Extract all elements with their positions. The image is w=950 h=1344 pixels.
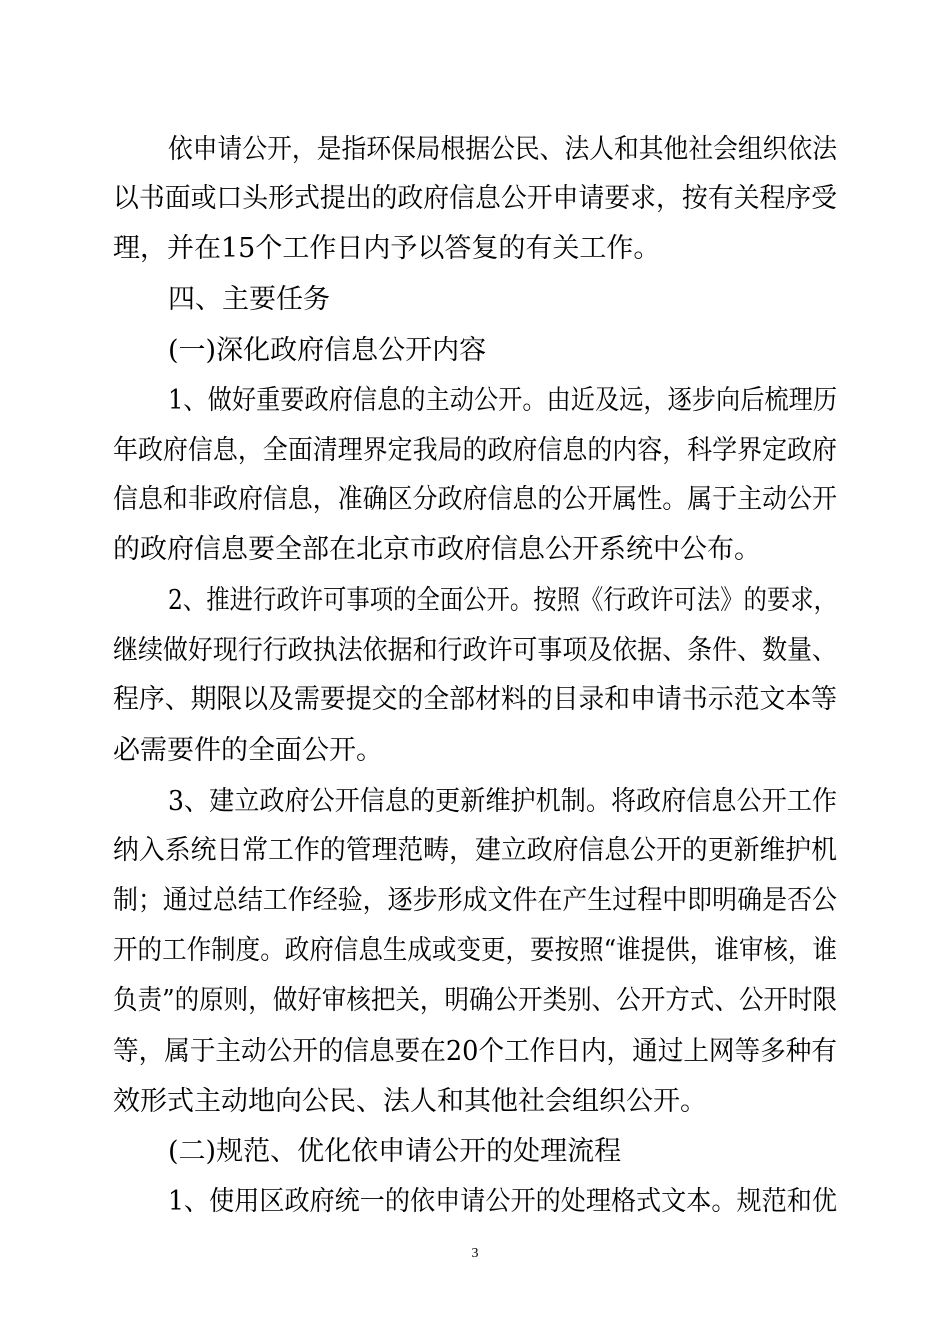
text-line-content: 3、建立政府公开信息的更新维护机制。将政府信息公开工作	[168, 786, 837, 817]
text-line	[0, 130, 950, 170]
text-line-content: 制；通过总结工作经验，逐步形成文件在产生过程中即明确是否公	[113, 885, 837, 916]
text-line-content: 2、推进行政许可事项的全面公开。按照《行政许可法》的要求，	[168, 585, 837, 616]
text-line	[0, 680, 950, 720]
text-line-content: 开的工作制度。政府信息生成或变更，要按照“谁提供，谁审核，谁	[113, 935, 837, 966]
text-line	[0, 1182, 950, 1222]
text-line	[0, 381, 950, 421]
text-line-content: 纳入系统日常工作的管理范畴，建立政府信息公开的更新维护机	[113, 835, 838, 866]
text-line	[0, 1032, 950, 1072]
text-line-content: (二)规范、优化依申请公开的处理流程	[168, 1136, 622, 1167]
text-line	[0, 981, 950, 1021]
subsection-heading	[0, 331, 950, 371]
text-line-content: 1、使用区政府统一的依申请公开的处理格式文本。规范和优	[168, 1186, 837, 1217]
text-line	[0, 229, 950, 269]
text-line	[0, 431, 950, 471]
text-line	[0, 179, 950, 219]
text-line	[0, 831, 950, 871]
text-line-content: (一)深化政府信息公开内容	[168, 335, 487, 366]
text-line-content: 四、主要任务	[168, 284, 330, 315]
section-heading	[0, 280, 950, 320]
text-line-content: 依申请公开，是指环保局根据公民、法人和其他社会组织依法	[168, 134, 838, 165]
text-line	[0, 731, 950, 771]
text-line	[0, 631, 950, 671]
text-line	[0, 931, 950, 971]
text-line-content: 程序、期限以及需要提交的全部材料的目录和申请书示范文本等	[113, 684, 838, 715]
text-line-content: 1、做好重要政府信息的主动公开。由近及远，逐步向后梳理历	[168, 385, 838, 416]
text-line	[0, 530, 950, 570]
subsection-heading	[0, 1132, 950, 1172]
text-line-content: 效形式主动地向公民、法人和其他社会组织公开。	[113, 1086, 707, 1117]
text-line-content: 年政府信息，全面清理界定我局的政府信息的内容，科学界定政府	[113, 435, 837, 466]
text-line-content: 必需要件的全面公开。	[113, 735, 383, 766]
text-line-content: 的政府信息要全部在北京市政府信息公开系统中公布。	[113, 534, 761, 565]
text-line	[0, 581, 950, 621]
text-line-content: 等，属于主动公开的信息要在20个工作日内，通过上网等多种有	[113, 1036, 837, 1067]
text-line-content: 信息和非政府信息，准确区分政府信息的公开属性。属于主动公开	[113, 484, 837, 515]
text-line-content: 负责”的原则，做好审核把关，明确公开类别、公开方式、公开时限	[113, 985, 837, 1016]
text-line	[0, 881, 950, 921]
text-line-content: 以书面或口头形式提出的政府信息公开申请要求，按有关程序受	[113, 183, 838, 214]
text-line	[0, 480, 950, 520]
text-line	[0, 1082, 950, 1122]
text-line	[0, 782, 950, 822]
text-line-content: 理，并在15个工作日内予以答复的有关工作。	[113, 233, 661, 264]
page-number: 3	[471, 1246, 479, 1261]
text-line-content: 继续做好现行行政执法依据和行政许可事项及依据、条件、数量、	[113, 635, 837, 666]
